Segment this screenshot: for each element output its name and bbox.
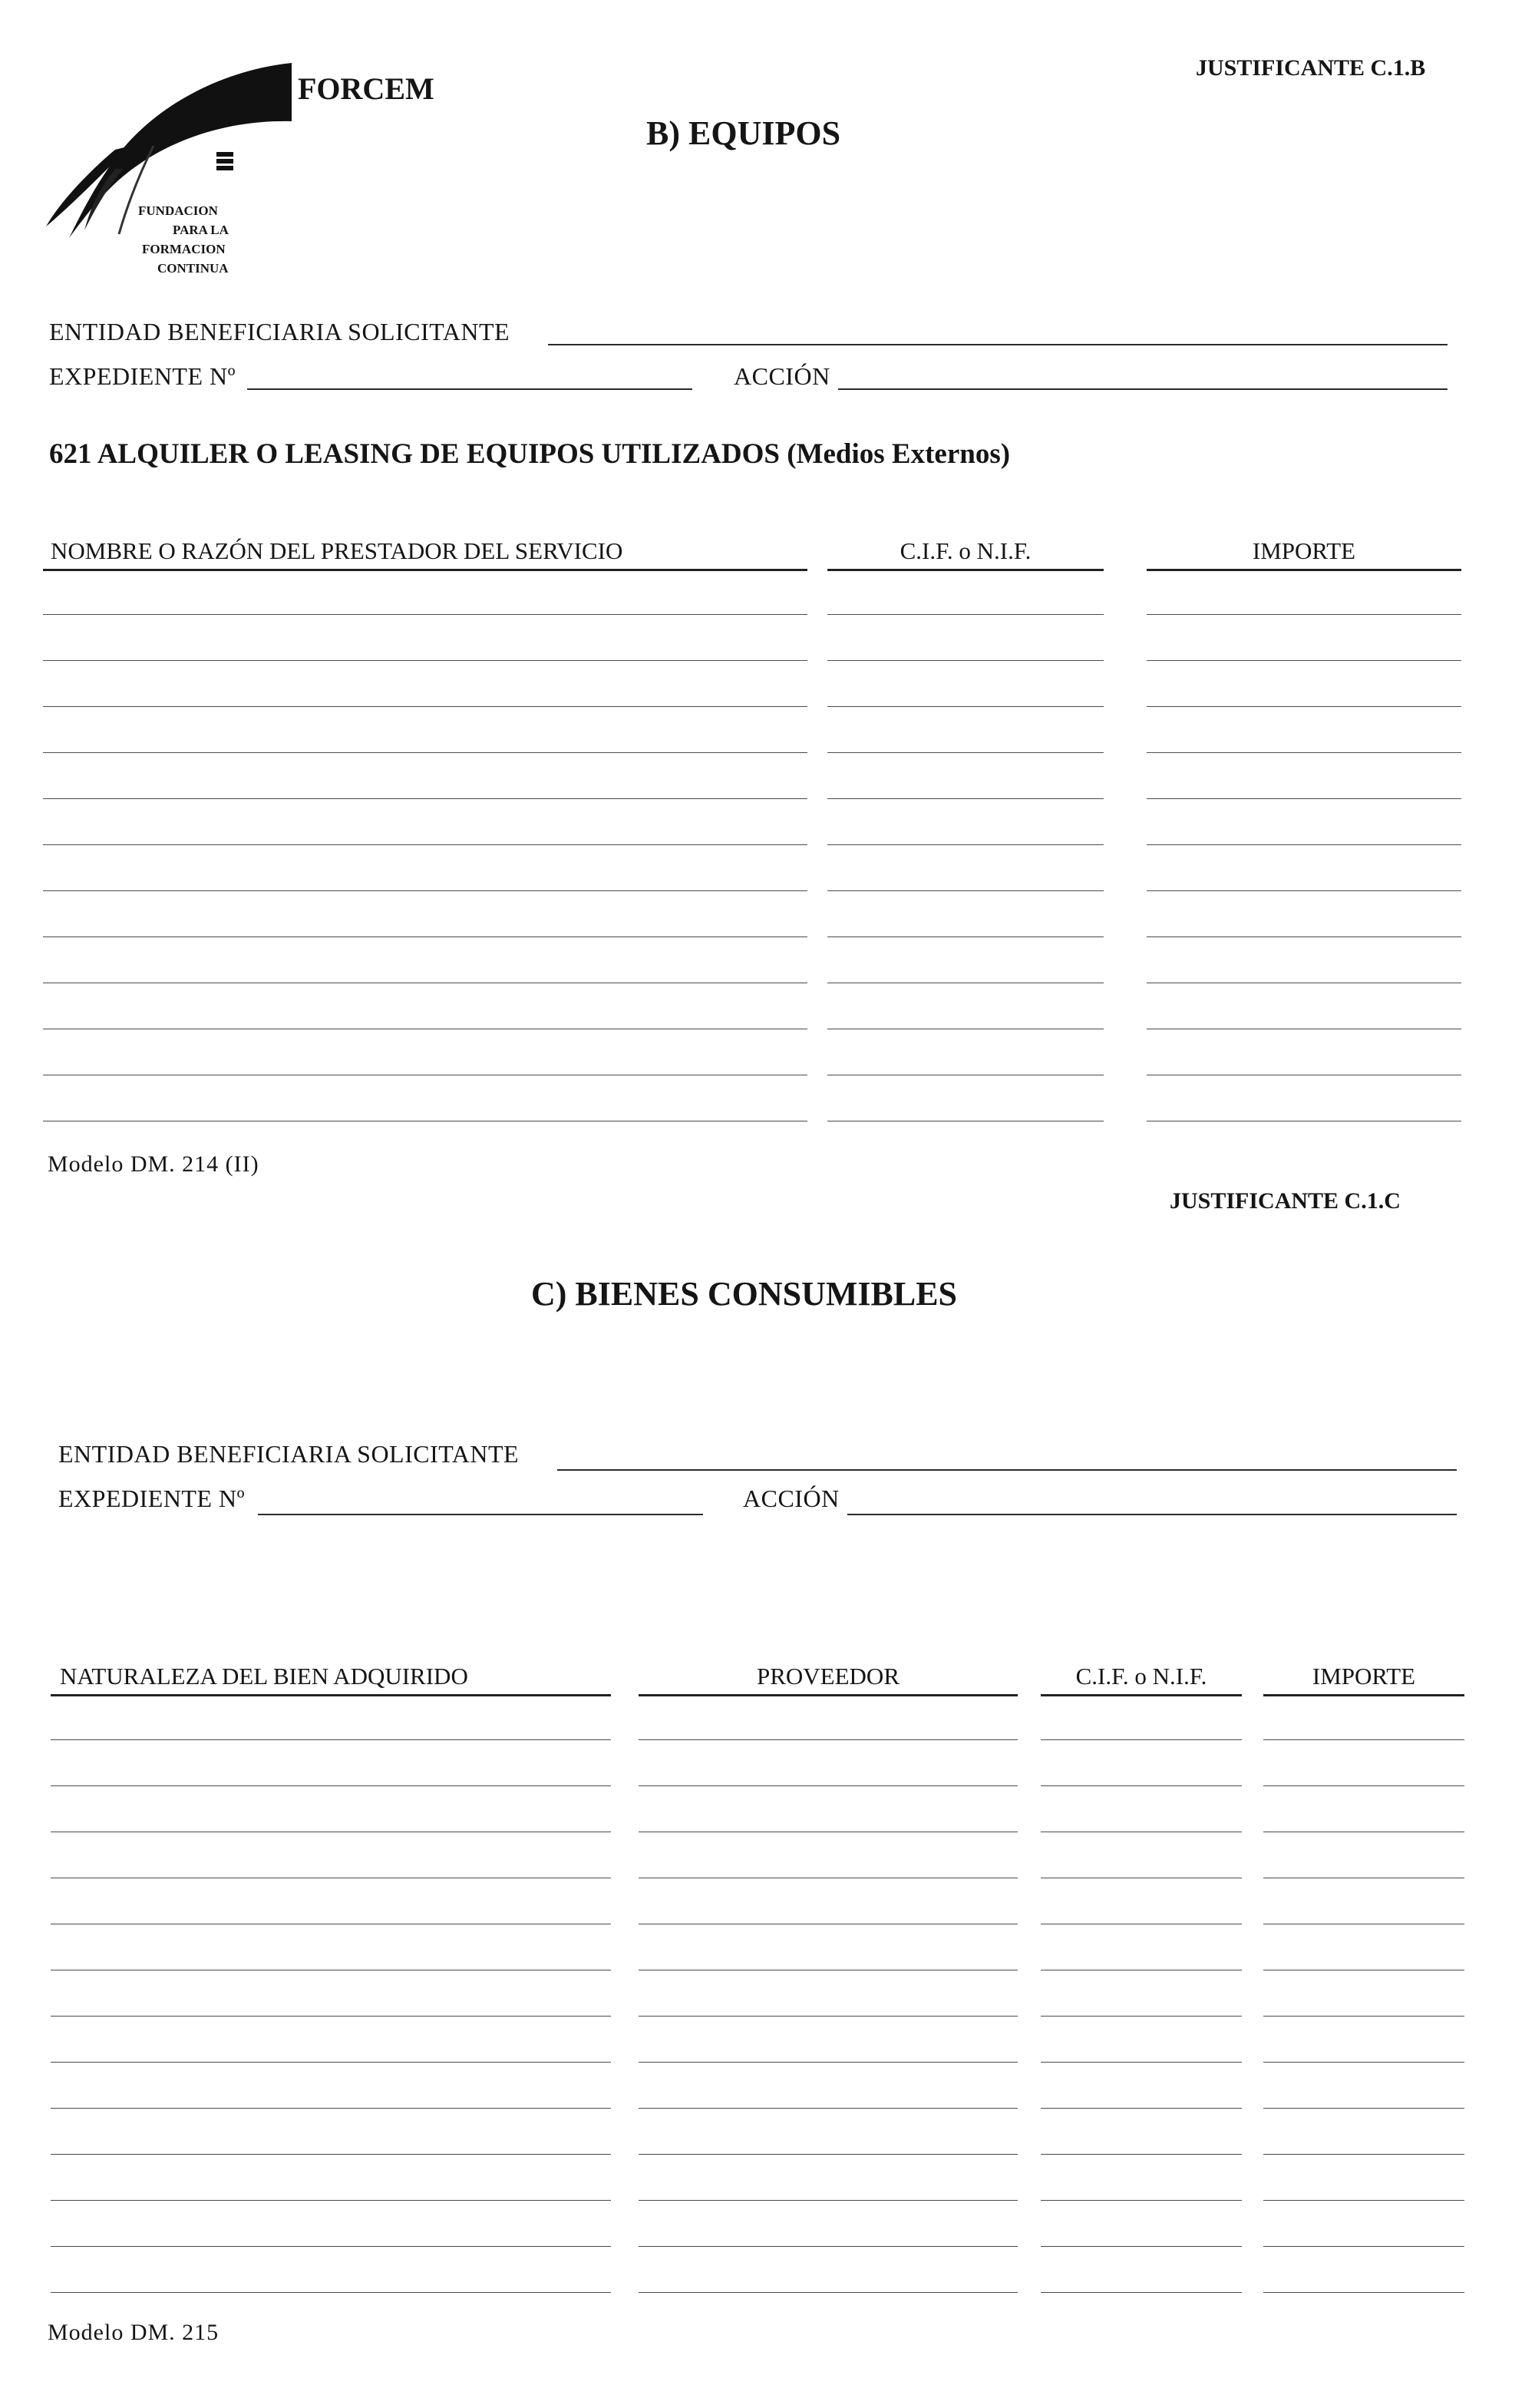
accion-field[interactable] xyxy=(847,1514,1457,1515)
entry-line[interactable] xyxy=(51,2200,611,2201)
logo-subtitle-line: PARA LA xyxy=(173,223,229,237)
entry-line[interactable] xyxy=(639,2154,1018,2155)
entidad-label: ENTIDAD BENEFICIARIA SOLICITANTE xyxy=(49,318,510,345)
entry-line[interactable] xyxy=(51,1739,611,1740)
entry-line[interactable] xyxy=(43,936,807,937)
entry-line[interactable] xyxy=(639,1739,1018,1740)
entry-line[interactable] xyxy=(827,890,1104,891)
entry-line[interactable] xyxy=(827,798,1104,799)
entry-line[interactable] xyxy=(827,844,1104,845)
entidad-label: ENTIDAD BENEFICIARIA SOLICITANTE xyxy=(58,1440,520,1468)
entry-line[interactable] xyxy=(1263,2016,1464,2017)
entry-line[interactable] xyxy=(43,798,807,799)
form-footer: Modelo DM. 214 (II) xyxy=(48,1151,259,1177)
column-header-rule xyxy=(1041,1694,1242,1696)
entry-line[interactable] xyxy=(1263,2154,1464,2155)
logo-subtitle-line: CONTINUA xyxy=(157,261,229,276)
expediente-field[interactable] xyxy=(258,1514,703,1515)
entry-line[interactable] xyxy=(51,2154,611,2155)
entry-line[interactable] xyxy=(827,936,1104,937)
entry-line[interactable] xyxy=(1041,2016,1242,2017)
entry-line[interactable] xyxy=(1041,2292,1242,2293)
entry-line[interactable] xyxy=(43,660,807,661)
entry-line[interactable] xyxy=(827,660,1104,661)
entry-line[interactable] xyxy=(43,752,807,753)
expediente-label: EXPEDIENTE Nº xyxy=(58,1485,246,1512)
entry-line[interactable] xyxy=(1147,890,1461,891)
column-header: C.I.F. o N.I.F. xyxy=(900,537,1032,564)
section-title: C) BIENES CONSUMIBLES xyxy=(531,1275,958,1313)
column-header: IMPORTE xyxy=(1252,537,1356,564)
column-header: PROVEEDOR xyxy=(756,1663,900,1690)
entry-line[interactable] xyxy=(51,2246,611,2247)
entry-line[interactable] xyxy=(1263,1739,1464,1740)
entry-line[interactable] xyxy=(1263,2062,1464,2063)
section-heading xyxy=(49,438,1010,471)
entry-line[interactable] xyxy=(1041,2200,1242,2201)
logo-subtitle-line: FUNDACION xyxy=(138,203,218,218)
entry-line[interactable] xyxy=(1147,798,1461,799)
entidad-field[interactable] xyxy=(557,1469,1457,1471)
entry-line[interactable] xyxy=(43,706,807,707)
entry-line[interactable] xyxy=(639,2292,1018,2293)
column-header-rule xyxy=(639,1694,1018,1696)
entry-line[interactable] xyxy=(827,614,1104,615)
expediente-field[interactable] xyxy=(247,388,692,390)
column-header-rule xyxy=(43,569,807,571)
forcem-logo xyxy=(38,54,468,299)
form-footer: Modelo DM. 215 xyxy=(48,2320,220,2345)
entry-line[interactable] xyxy=(1147,706,1461,707)
entry-line[interactable] xyxy=(1041,2062,1242,2063)
section-heading-main: 621 ALQUILER O LEASING DE EQUIPOS UTILIZADOS xyxy=(49,438,780,470)
entry-line[interactable] xyxy=(639,2062,1018,2063)
accion-label: ACCIÓN xyxy=(743,1485,840,1512)
column-header-rule xyxy=(51,1694,611,1696)
entry-line[interactable] xyxy=(1041,2246,1242,2247)
expediente-label: EXPEDIENTE Nº xyxy=(49,362,236,390)
column-header-rule xyxy=(1263,1694,1464,1696)
column-header: NATURALEZA DEL BIEN ADQUIRIDO xyxy=(60,1663,468,1690)
entry-line[interactable] xyxy=(639,2200,1018,2201)
entry-line[interactable] xyxy=(1263,1785,1464,1786)
entry-line[interactable] xyxy=(51,2108,611,2109)
section-heading-sub: (Medios Externos) xyxy=(787,438,1011,470)
column-header: C.I.F. o N.I.F. xyxy=(1075,1663,1207,1690)
entry-line[interactable] xyxy=(51,2292,611,2293)
entry-line[interactable] xyxy=(639,2108,1018,2109)
entidad-field[interactable] xyxy=(548,344,1448,345)
logo-name: FORCEM xyxy=(298,71,434,106)
entry-line[interactable] xyxy=(1263,2292,1464,2293)
entry-line[interactable] xyxy=(1041,1739,1242,1740)
accion-label: ACCIÓN xyxy=(734,362,830,390)
justificante-label: JUSTIFICANTE C.1.C xyxy=(1170,1188,1401,1214)
logo-subtitle-line: FORMACION xyxy=(142,242,226,256)
entry-line[interactable] xyxy=(51,1785,611,1786)
entry-line[interactable] xyxy=(1263,2246,1464,2247)
column-header: IMPORTE xyxy=(1312,1663,1416,1690)
entry-line[interactable] xyxy=(1147,844,1461,845)
entry-line[interactable] xyxy=(827,706,1104,707)
justificante-label: JUSTIFICANTE C.1.B xyxy=(1196,55,1426,81)
entry-line[interactable] xyxy=(43,890,807,891)
entry-line[interactable] xyxy=(1147,752,1461,753)
column-header: NOMBRE O RAZÓN DEL PRESTADOR DEL SERVICIO xyxy=(51,537,623,564)
entry-line[interactable] xyxy=(1041,2154,1242,2155)
entry-line[interactable] xyxy=(1147,660,1461,661)
section-title: B) EQUIPOS xyxy=(646,114,841,152)
entry-line[interactable] xyxy=(639,2246,1018,2247)
column-header-rule xyxy=(827,569,1104,571)
entry-line[interactable] xyxy=(1147,614,1461,615)
entry-line[interactable] xyxy=(639,1785,1018,1786)
logo-subtitle xyxy=(138,201,229,278)
entry-line[interactable] xyxy=(1147,936,1461,937)
entry-line[interactable] xyxy=(1263,2108,1464,2109)
entry-line[interactable] xyxy=(1263,2200,1464,2201)
entry-line[interactable] xyxy=(51,2062,611,2063)
entry-line[interactable] xyxy=(51,2016,611,2017)
entry-line[interactable] xyxy=(43,844,807,845)
column-header-rule xyxy=(1147,569,1461,571)
entry-line[interactable] xyxy=(43,614,807,615)
entry-line[interactable] xyxy=(639,2016,1018,2017)
entry-line[interactable] xyxy=(827,752,1104,753)
accion-field[interactable] xyxy=(838,388,1448,390)
entry-line[interactable] xyxy=(1041,1785,1242,1786)
entry-line[interactable] xyxy=(1041,2108,1242,2109)
